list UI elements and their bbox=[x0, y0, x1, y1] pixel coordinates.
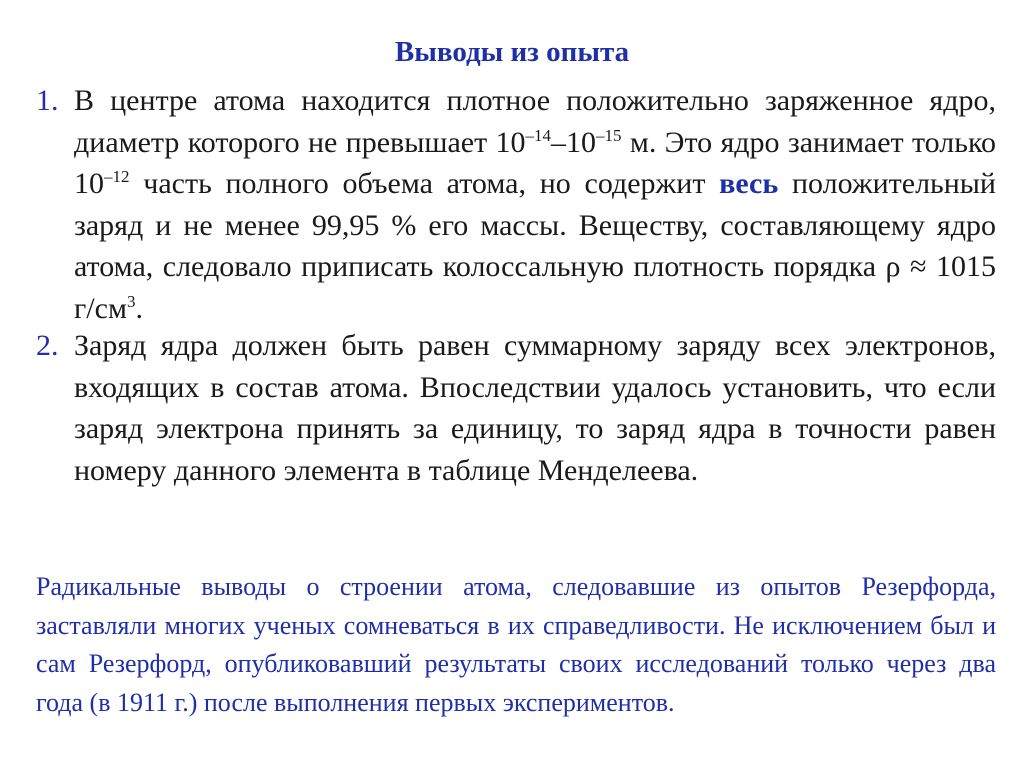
item1-text-part4: часть полного объема атома, но содержит bbox=[129, 167, 720, 200]
item1-text-part5: положительный заряд и не менее 99,95 % его массы. Веществу, составляющему ядро атома, следовало приписать колоссальную плотность порядка ρ ≈ 1015 г/см bbox=[74, 167, 996, 325]
exponent-minus-15: –15 bbox=[596, 125, 622, 145]
conclusion-paragraph: Радикальные выводы о строении атома, следовавшие из опытов Резерфорда, заставляли многих ученых сомневаться в их справедливости. Не исключением был и сам Резерфорд, опубликовавший результаты своих исследований только через два года (в 1911 г.) после выполнения первых экспериментов. bbox=[36, 572, 996, 717]
slide-title: Выводы из опыта bbox=[394, 36, 630, 68]
highlight-word: весь bbox=[719, 167, 779, 200]
item1-text-part6: . bbox=[135, 291, 143, 325]
list-item-2 bbox=[36, 325, 996, 491]
list-item-1-text bbox=[74, 80, 996, 329]
exponent-minus-12: –12 bbox=[104, 167, 130, 186]
item1-text-part3: м. Это ядро занимает только 10 bbox=[74, 125, 996, 200]
item1-text-part1: В центре атома находится плотное положительно заряженное ядро, диаметр которого не превышает 10 bbox=[74, 84, 996, 159]
exponent-minus-14: –14 bbox=[525, 125, 552, 145]
list-item-1 bbox=[36, 80, 996, 329]
item1-text-part2: –10 bbox=[551, 125, 597, 159]
list-number-2: 2. bbox=[36, 329, 59, 362]
list-number-1: 1. bbox=[36, 84, 59, 117]
exponent-cube: 3 bbox=[126, 291, 136, 311]
list-item-2-text: Заряд ядра должен быть равен суммарному заряду всех электронов, входящих в состав атома. Впоследствии удалось установить, что если заряд электрона принять за единицу, то заряд ядра в точности равен номеру данного элемента в таблице Менделеева. bbox=[74, 329, 996, 487]
